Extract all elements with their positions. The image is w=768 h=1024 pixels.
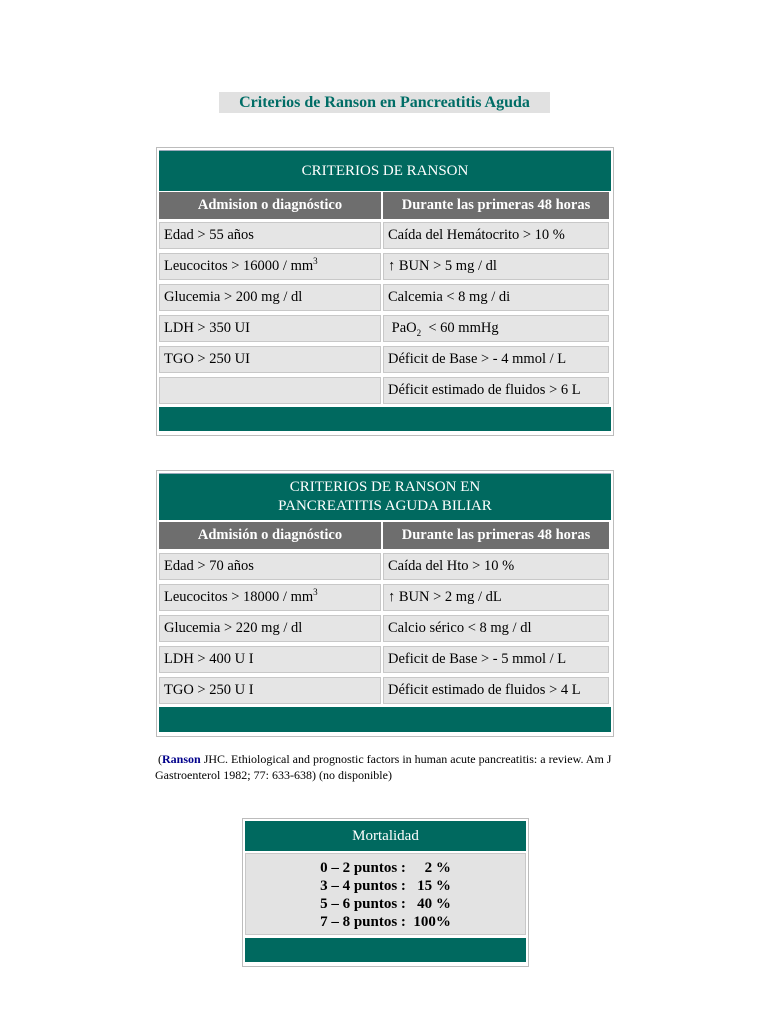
table-cell: PaO$_2$ < 60 mmHg <box>383 315 609 342</box>
table-cell: Glucemia > 220 mg / dl <box>159 615 381 642</box>
column-header-48-hours: Durante las primeras 48 horas <box>383 192 609 219</box>
ranson-biliary-criteria-table <box>156 470 614 737</box>
mortality-line: 7 – 8 puntos : 100% <box>320 914 451 930</box>
table-cell: Deficit de Base > - 5 mmol / L <box>383 646 609 673</box>
ranson-criteria-table <box>156 147 614 436</box>
table-cell: Leucocitos > $18000 / mm^3$ <box>159 584 381 611</box>
table-cell <box>159 377 381 404</box>
table-cell: Déficit estimado de fluidos > 6 L <box>383 377 609 404</box>
mortality-body <box>245 853 526 935</box>
table-cell: LDH > 350 UI <box>159 315 381 342</box>
table-cell: TGO > 250 U I <box>159 677 381 704</box>
table-title-text: CRITERIOS DE RANSON <box>301 162 469 179</box>
table-title-line-1: CRITERIOS DE RANSON EN <box>289 479 481 495</box>
column-header-admission: Admision o diagnóstico <box>159 192 381 219</box>
mortality-line: 3 – 4 puntos : 15 % <box>320 878 451 894</box>
column-header-admission: Admisión o diagnóstico <box>159 522 381 549</box>
mortality-line: 0 – 2 puntos : 2 % <box>320 860 451 876</box>
mortality-box <box>242 818 529 967</box>
table-cell: LDH > 400 U I <box>159 646 381 673</box>
table-cell: Edad > 70 años <box>159 553 381 580</box>
mortality-title: Mortalidad <box>245 821 526 851</box>
table-title-line-2: PANCREATITIS AGUDA BILIAR <box>278 498 492 514</box>
table-cell: Calcio sérico < 8 mg / dl <box>383 615 609 642</box>
table-cell: Leucocitos > $16000 / mm^3$ <box>159 253 381 280</box>
mortality-line: 5 – 6 puntos : 40 % <box>320 896 451 912</box>
page-title: Criterios de Ranson en Pancreatitis Aguda <box>219 92 550 113</box>
table-cell: Caída del Hto > 10 % <box>383 553 609 580</box>
reference-citation: (Ranson JHC. Ethiological and prognostic factors in human acute pancreatitis: a review. Am J Gastroenterol 1982; 77: 633-638) (no disponible) <box>155 752 612 782</box>
table-footer <box>159 707 611 732</box>
column-header-48-hours: Durante las primeras 48 horas <box>383 522 609 549</box>
mortality-footer <box>245 938 526 962</box>
table-cell: ↑ BUN > 2 mg / dL <box>383 584 609 611</box>
table-title <box>159 150 611 191</box>
table-cell: TGO > 250 UI <box>159 346 381 373</box>
table-cell: Glucemia > 200 mg / dl <box>159 284 381 311</box>
table-footer <box>159 407 611 431</box>
table-cell: Edad > 55 años <box>159 222 381 249</box>
table-cell: Caída del Hemátocrito > 10 % <box>383 222 609 249</box>
table-cell: Déficit estimado de fluidos > 4 L <box>383 677 609 704</box>
table-cell: ↑ BUN > 5 mg / dl <box>383 253 609 280</box>
reference-author-link[interactable]: Ranson <box>162 752 201 766</box>
table-title <box>159 473 611 520</box>
table-cell: Déficit de Base > - 4 mmol / L <box>383 346 609 373</box>
table-cell: Calcemia < 8 mg / di <box>383 284 609 311</box>
